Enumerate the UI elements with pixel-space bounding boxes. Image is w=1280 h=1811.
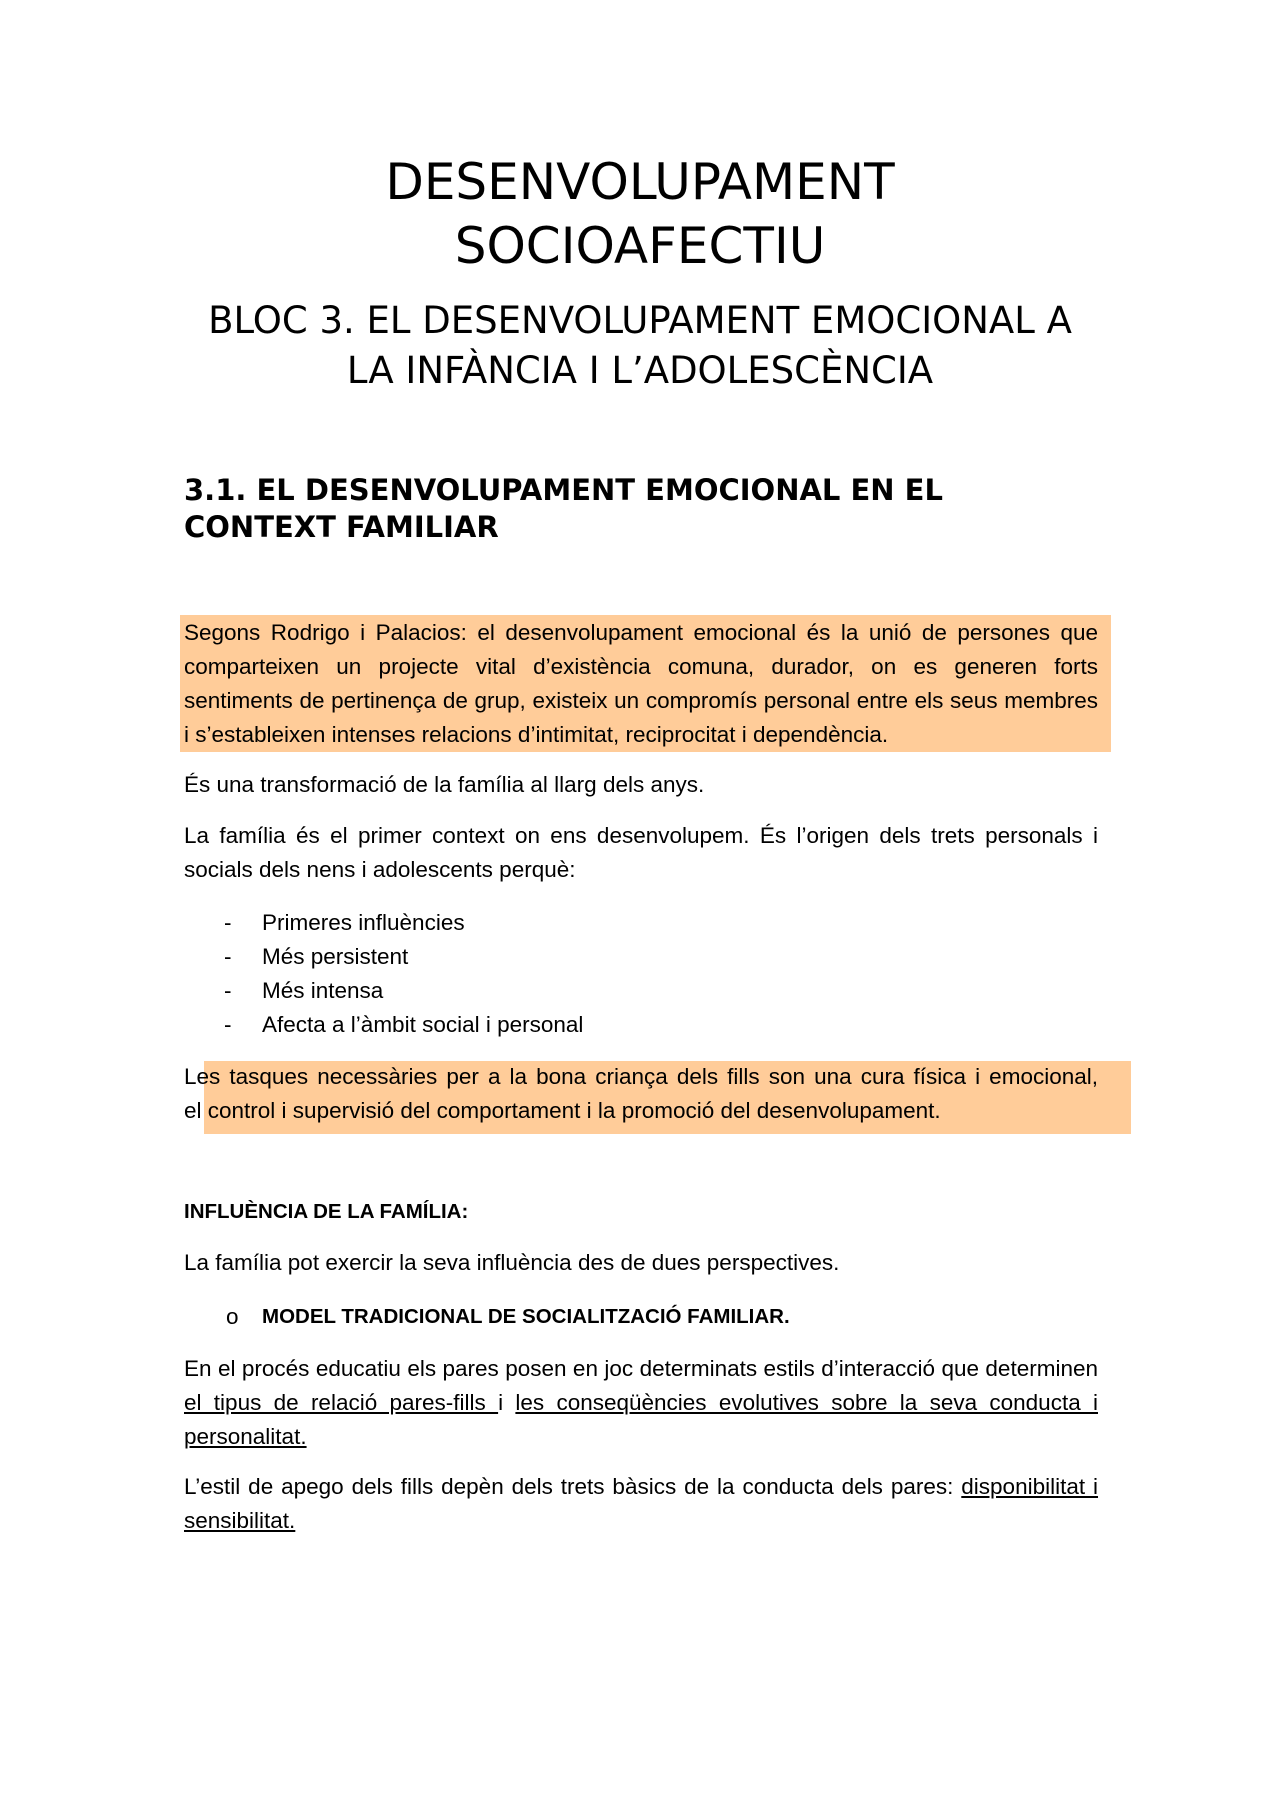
list-item-text: Afecta a l’àmbit social i personal <box>262 1012 584 1037</box>
first-context-paragraph: La família és el primer context on ens desenvolupem. És l’origen dels trets personals i socials dels nens i adolescents perquè: <box>184 823 1098 882</box>
document-subtitle <box>0 296 1280 396</box>
list-item-text: Primeres influències <box>262 910 465 935</box>
list-item <box>184 906 583 940</box>
educational-intro: En el procés educatiu els pares posen en joc determinats estils d’interacció que determinen <box>184 1356 1098 1381</box>
subtitle-line-2: LA INFÀNCIA I L’ADOLESCÈNCIA <box>346 349 934 392</box>
title-line-2: SOCIOAFECTIU <box>454 217 826 275</box>
tasks-line-1 <box>184 1060 1098 1094</box>
educational-paragraph <box>184 1352 1098 1454</box>
educational-underline-1: el tipus de relació pares-fills <box>184 1390 499 1415</box>
educational-underline-2: les conseqüències evolutives sobre la seva conducta i personalitat. <box>184 1390 1098 1449</box>
title-line-1: DESENVOLUPAMENT <box>385 153 895 211</box>
section-heading <box>184 472 1084 546</box>
educational-mid: i <box>498 1390 516 1415</box>
tasks-line-2-prefix: el <box>184 1098 208 1123</box>
tasks-line-2-rest: control i supervisió del comportament i la promoció del desenvolupament. <box>207 1098 941 1123</box>
perspectives-paragraph: La família pot exercir la seva influència des de dues perspectives. <box>184 1250 840 1275</box>
definition-paragraph: Segons Rodrigo i Palacios: el desenvolupament emocional és la unió de persones que comparteixen un projecte vital d’existència comuna, durador, on es generen forts sentiments de pertinença de grup, existeix un compromís personal entre els seus membres i s’estableixen intenses relacions d’intimitat, reciprocitat i dependència. <box>184 620 1098 747</box>
tasks-line-1-prefix: Le <box>184 1064 210 1089</box>
list-item-text: Més intensa <box>262 978 384 1003</box>
apego-paragraph <box>184 1470 1098 1538</box>
section-heading-line-2: CONTEXT FAMILIAR <box>184 510 499 544</box>
subtitle-line-1: BLOC 3. EL DESENVOLUPAMENT EMOCIONAL A <box>208 299 1072 342</box>
list-dash: - <box>224 978 232 1003</box>
transformation-paragraph: És una transformació de la família al llarg dels anys. <box>184 772 705 797</box>
list-dash: - <box>224 910 232 935</box>
list-item <box>184 1008 583 1042</box>
apego-underline: disponibilitat i sensibilitat. <box>184 1474 1099 1533</box>
list-item-text: Més persistent <box>262 944 409 969</box>
model-heading: MODEL TRADICIONAL DE SOCIALITZACIÓ FAMILIAR. <box>262 1305 790 1328</box>
document-title <box>0 150 1280 278</box>
influence-list <box>184 906 583 1042</box>
list-item <box>184 974 583 1008</box>
tasks-paragraph <box>184 1060 1098 1128</box>
list-dash: - <box>224 1012 232 1037</box>
list-item <box>184 940 583 974</box>
section-heading-line-1: 3.1. EL DESENVOLUPAMENT EMOCIONAL EN EL <box>184 473 943 507</box>
circle-bullet-icon: o <box>226 1304 239 1329</box>
tasks-line-2 <box>184 1094 1098 1128</box>
tasks-line-1-rest: s tasques necessàries per a la bona criança dels fills son una cura física i emocional, <box>209 1064 1098 1089</box>
family-influence-heading: INFLUÈNCIA DE LA FAMÍLIA: <box>184 1200 469 1223</box>
apego-intro: L’estil de apego dels fills depèn dels trets bàsics de la conducta dels pares: <box>184 1474 962 1499</box>
list-dash: - <box>224 944 232 969</box>
